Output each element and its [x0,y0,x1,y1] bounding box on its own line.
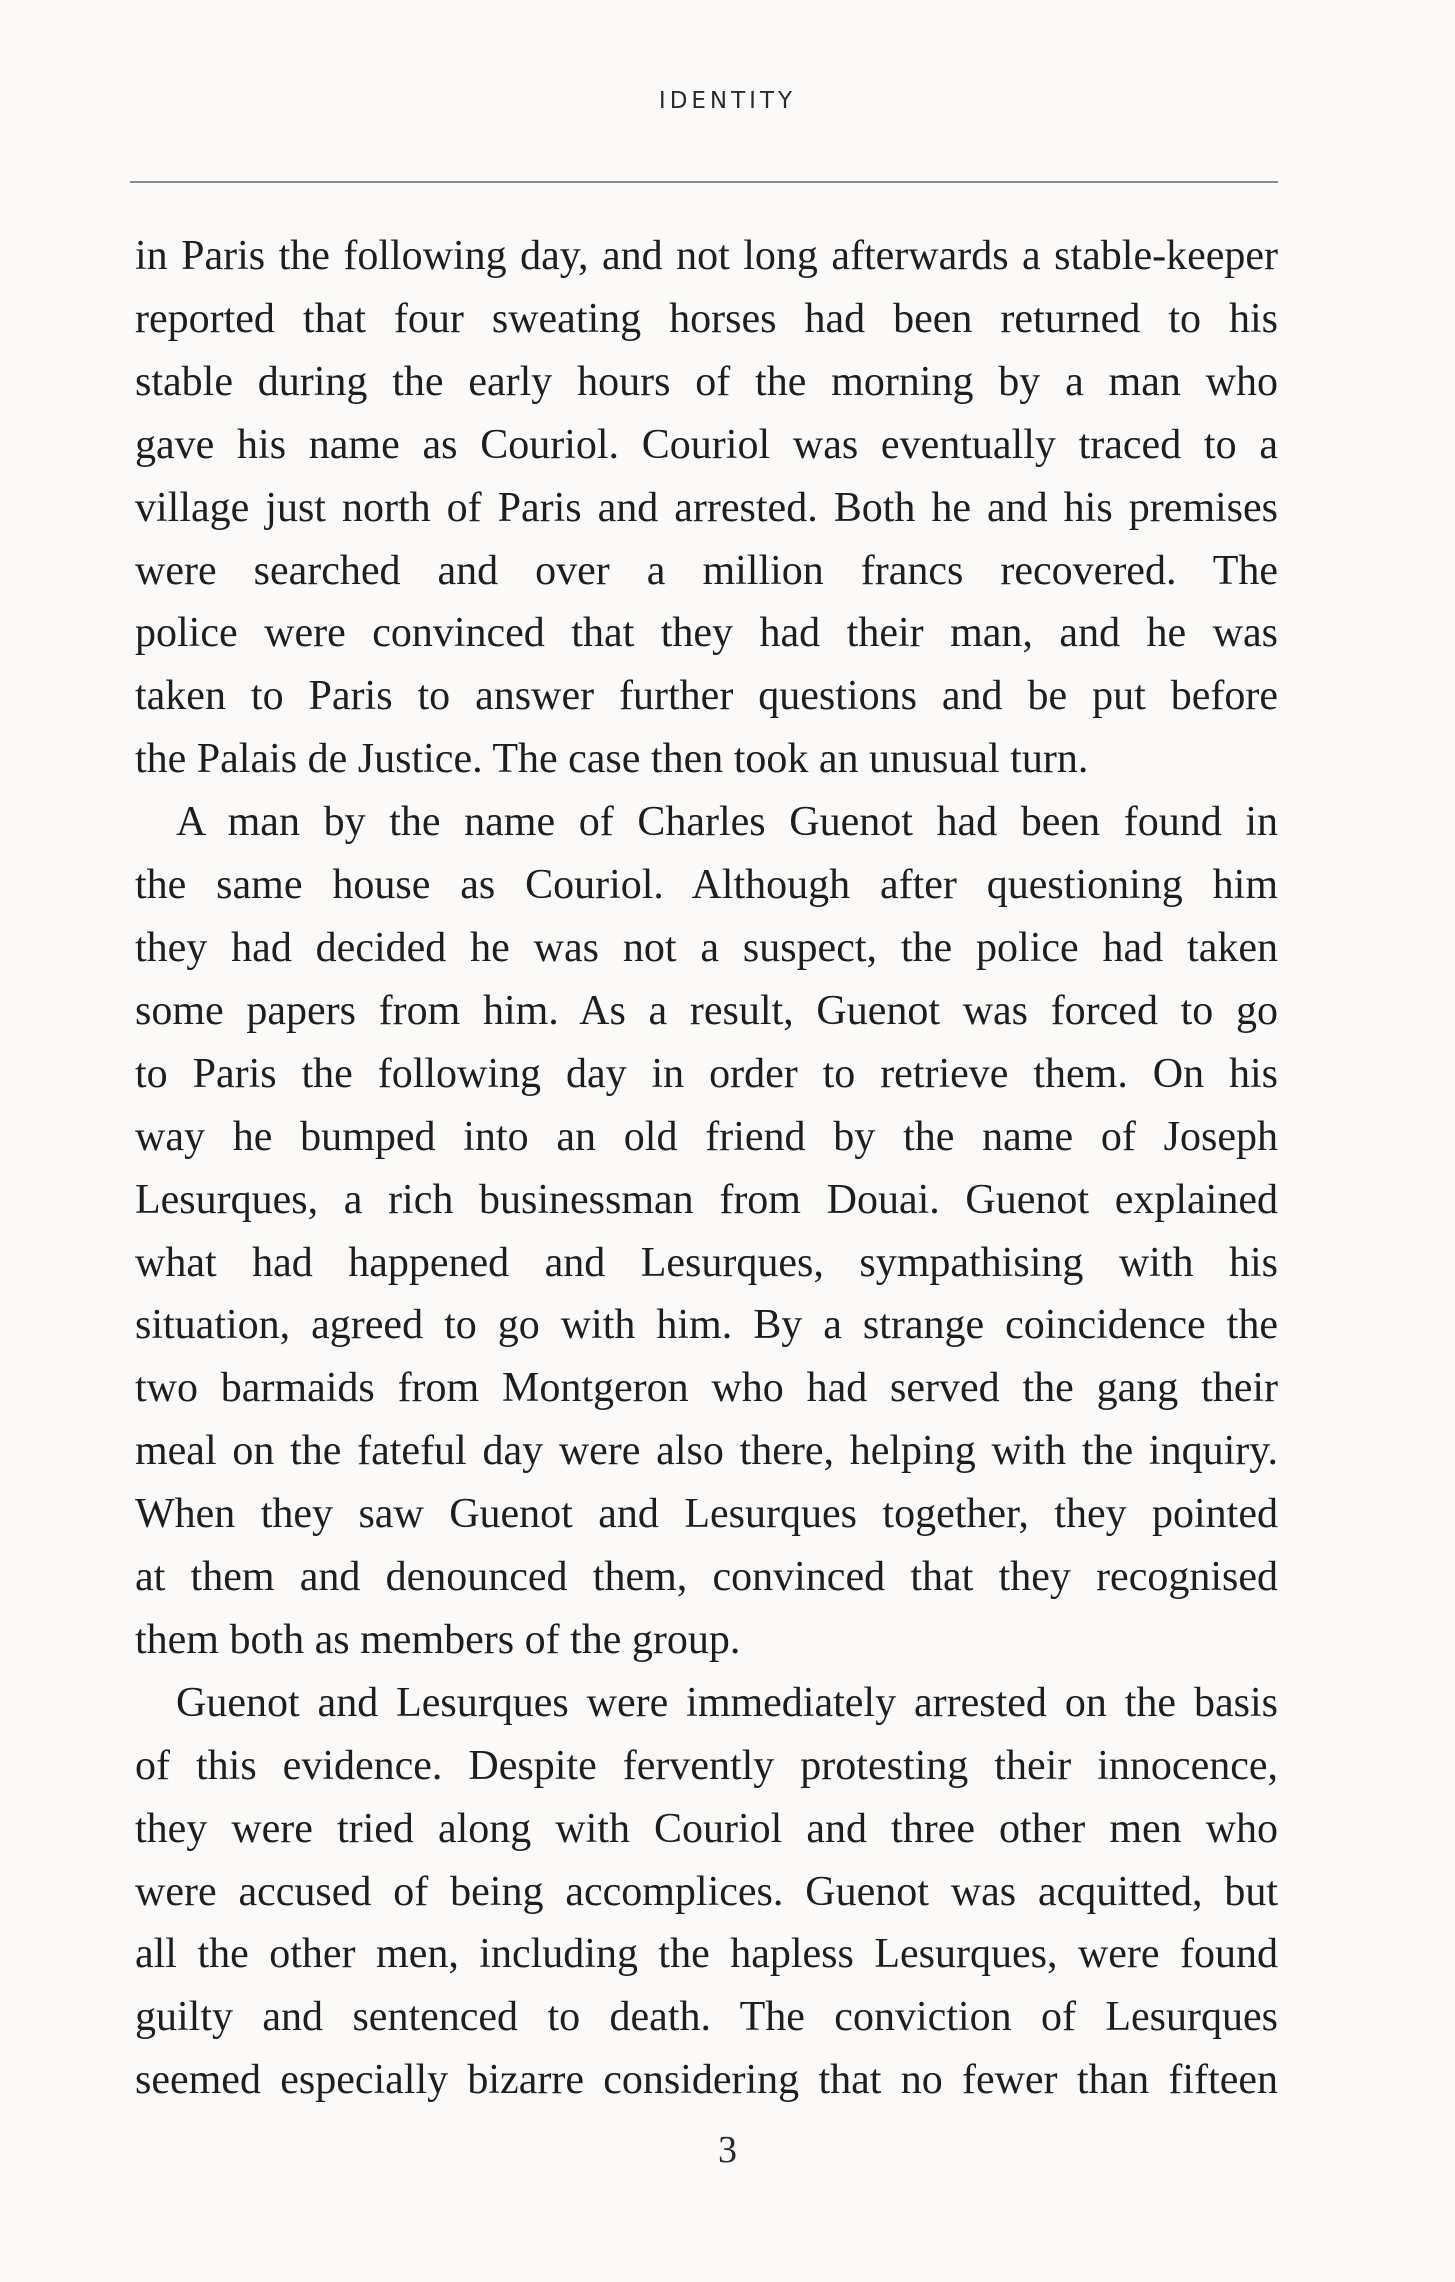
text-line: guilty and sentenced to death. The conviction of Lesurques [135,1994,1278,2041]
text-line: in Paris the following day, and not long afterwards a stable-keeper [135,233,1278,279]
text-line: some papers from him. As a result, Guenot was forced to go [135,987,1278,1034]
text-line: police were convinced that they had their man, and he was [135,610,1278,657]
text-line: all the other men, including the hapless Lesurques, were found [135,1931,1278,1978]
text-line: Guenot and Lesurques were immediately arrested on the basis [176,1679,1278,1726]
text-line: seemed especially bizarre considering that no fewer than fifteen [135,2057,1278,2104]
text-line: they had decided he was not a suspect, the police had taken [135,924,1278,971]
text-line: A man by the name of Charles Guenot had been found in [176,799,1278,846]
page-number: 3 [718,2129,737,2171]
text-line: were accused of being accomplices. Guenot was acquitted, but [135,1868,1278,1915]
text-line: meal on the fateful day were also there, helping with the inquiry. [135,1428,1278,1475]
text-line: the same house as Couriol. Although after questioning him [135,862,1278,909]
text-line: they were tried along with Couriol and three other men who [135,1805,1278,1852]
text-line: village just north of Paris and arrested. Both he and his premises [135,484,1278,531]
text-line: When they saw Guenot and Lesurques together, they pointed [135,1491,1278,1538]
text-line: to Paris the following day in order to retrieve them. On his [135,1050,1278,1097]
text-line: two barmaids from Montgeron who had served the gang their [135,1365,1278,1412]
body-text [135,225,1278,2112]
text-line: what had happened and Lesurques, sympathising with his [135,1239,1278,1286]
text-line: were searched and over a million francs recovered. The [135,547,1278,594]
text-line: them both as members of the group. [135,1616,741,1663]
text-line: way he bumped into an old friend by the name of Joseph [135,1113,1278,1160]
text-line: stable during the early hours of the morning by a man who [135,358,1278,405]
text-line: taken to Paris to answer further questions and be put before [135,673,1278,720]
text-line: of this evidence. Despite fervently protesting their innocence, [135,1742,1278,1789]
text-line: gave his name as Couriol. Couriol was eventually traced to a [135,421,1278,468]
text-line: situation, agreed to go with him. By a strange coincidence the [135,1302,1278,1349]
header-rule [130,181,1278,183]
text-line: at them and denounced them, convinced that they recognised [135,1554,1278,1601]
text-line: the Palais de Justice. The case then took an unusual turn. [135,736,1089,783]
text-line: Lesurques, a rich businessman from Douai. Guenot explained [135,1176,1278,1223]
running-head: IDENTITY [658,88,797,114]
text-line: reported that four sweating horses had been returned to his [135,295,1278,342]
